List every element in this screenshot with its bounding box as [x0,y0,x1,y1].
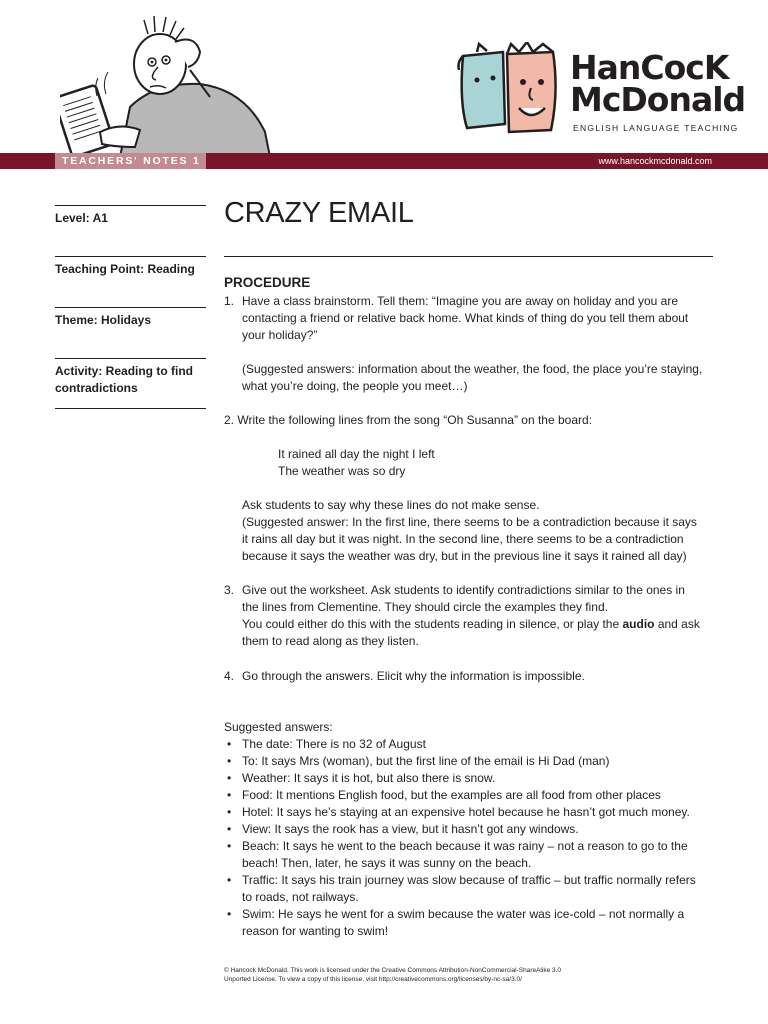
answer-text: reason for wanting to swim! [242,924,389,938]
step-text: and ask [654,617,700,631]
answer-text: Food: It mentions English food, but the examples are all food from other places [242,788,661,802]
procedure-step-3 [224,582,716,650]
step-text-line: Give out the worksheet. Ask students to identify contradictions similar to the ones in [242,583,685,597]
answer-text: Weather: It says it is hot, but also there is snow. [242,771,496,785]
procedure-step-2 [224,412,716,565]
activity-label: Activity: Reading to find contradictions [55,358,206,409]
step-text-line: Have a class brainstorm. Tell them: “Imagine you are away on holiday and you are [242,294,679,308]
step-text: Write the following lines from the song “Oh Susanna” on the board: [237,413,592,427]
suggested-answers-section [224,719,716,940]
step-number: 1. [224,294,235,308]
answer-text: To: It says Mrs (woman), but the first line of the email is Hi Dad (man) [242,754,610,768]
suggested-answer-line: what you’re doing, the people you meet…) [242,379,468,393]
answer-text: Hotel: It says he’s staying at an expensive hotel because he hasn’t got much money. [242,805,690,819]
procedure-step-4 [224,668,716,685]
answer-text: • Beach: It says he went to the beach because it was rainy – not a reason to go to the [242,839,688,853]
suggested-answers-heading: Suggested answers: [224,720,333,734]
procedure-heading: PROCEDURE [224,275,311,290]
step-text-line [224,412,716,429]
answer-text: View: It says the rook has a view, but it hasn’t got any windows. [242,822,579,836]
answer-text: • Traffic: It says his train journey was slow because of traffic – but traffic normally refers [242,873,696,887]
step-number: 4. [224,669,235,683]
answer-item [224,838,716,872]
license-line: © Hancock McDonald. This work is licensed under the Creative Commons Attribution-NonCommercial-ShareAlike 3.0 [224,967,562,974]
title-divider [224,256,713,257]
step-text-line [224,616,716,633]
license-line: Unported License. To view a copy of this license, visit http://creativecommons.org/licenses/by-nc-sa/3.0/ [224,975,522,983]
step-text-line: Ask students to say why these lines do not make sense. [242,498,540,512]
procedure-step-1 [224,293,716,395]
teaching-point-label: Teaching Point: Reading [55,256,206,307]
license-footer [224,967,561,984]
audio-keyword: audio [622,617,655,631]
step-text-line: your holiday?” [242,328,318,342]
theme-label: Theme: Holidays [55,307,206,358]
answer-item [224,872,716,906]
answer-item [224,821,716,838]
song-line: The weather was so dry [278,464,406,478]
song-line: It rained all day the night I left [278,447,435,461]
answer-item [224,787,716,804]
step-text-line: them to read along as they listen. [242,634,419,648]
step-text: You could either do this with the students reading in silence, or play the [242,617,620,631]
level-label: Level: A1 [55,205,206,256]
answer-item [224,906,716,940]
step-number: 3. [224,583,235,597]
lesson-info-sidebar [55,205,206,409]
brand-tagline: ENGLISH LANGUAGE TEACHING [573,123,739,133]
answer-text: to roads, not railways. [242,890,359,904]
teachers-notes-tab: TEACHERS' NOTES 1 [55,153,206,169]
page-title: CRAZY EMAIL [224,197,414,229]
answer-item [224,736,716,753]
answer-text: beach! Then, later, he says it was sunny on the beach. [242,856,532,870]
answer-item [224,770,716,787]
suggested-answer-line: because it says the weather was dry, but in the previous line it says it rained all day) [242,549,687,563]
cartoon-man-with-ereader-illustration [60,12,275,157]
hancock-mcdonald-faces-logo [455,42,565,137]
brand-name-line1: HanCocK [570,48,729,87]
step-text-line: contacting a friend or relative back home. What kinds of thing do you tell them about [242,311,689,325]
answers-list [224,736,716,940]
answer-item [224,804,716,821]
answer-text: • Swim: He says he went for a swim because the water was ice-cold – not normally a [242,907,685,921]
brand-name-line2: McDonald [570,80,746,119]
suggested-answer-line: (Suggested answer: In the first line, there seems to be a contradiction because it says [242,515,697,529]
answer-item [224,753,716,770]
answer-text: The date: There is no 32 of August [242,737,426,751]
step-number: 2. [224,413,235,427]
suggested-answer-line: (Suggested answers: information about the weather, the food, the place you’re staying, [242,362,703,376]
step-text-line: Go through the answers. Elicit why the information is impossible. [242,669,585,683]
suggested-answer-line: it rains all day but it was night. In the second line, there seems to be a contradiction [242,532,684,546]
website-link[interactable]: www.hancockmcdonald.com [598,156,712,166]
step-text-line: the lines from Clementine. They should circle the examples they find. [242,600,608,614]
